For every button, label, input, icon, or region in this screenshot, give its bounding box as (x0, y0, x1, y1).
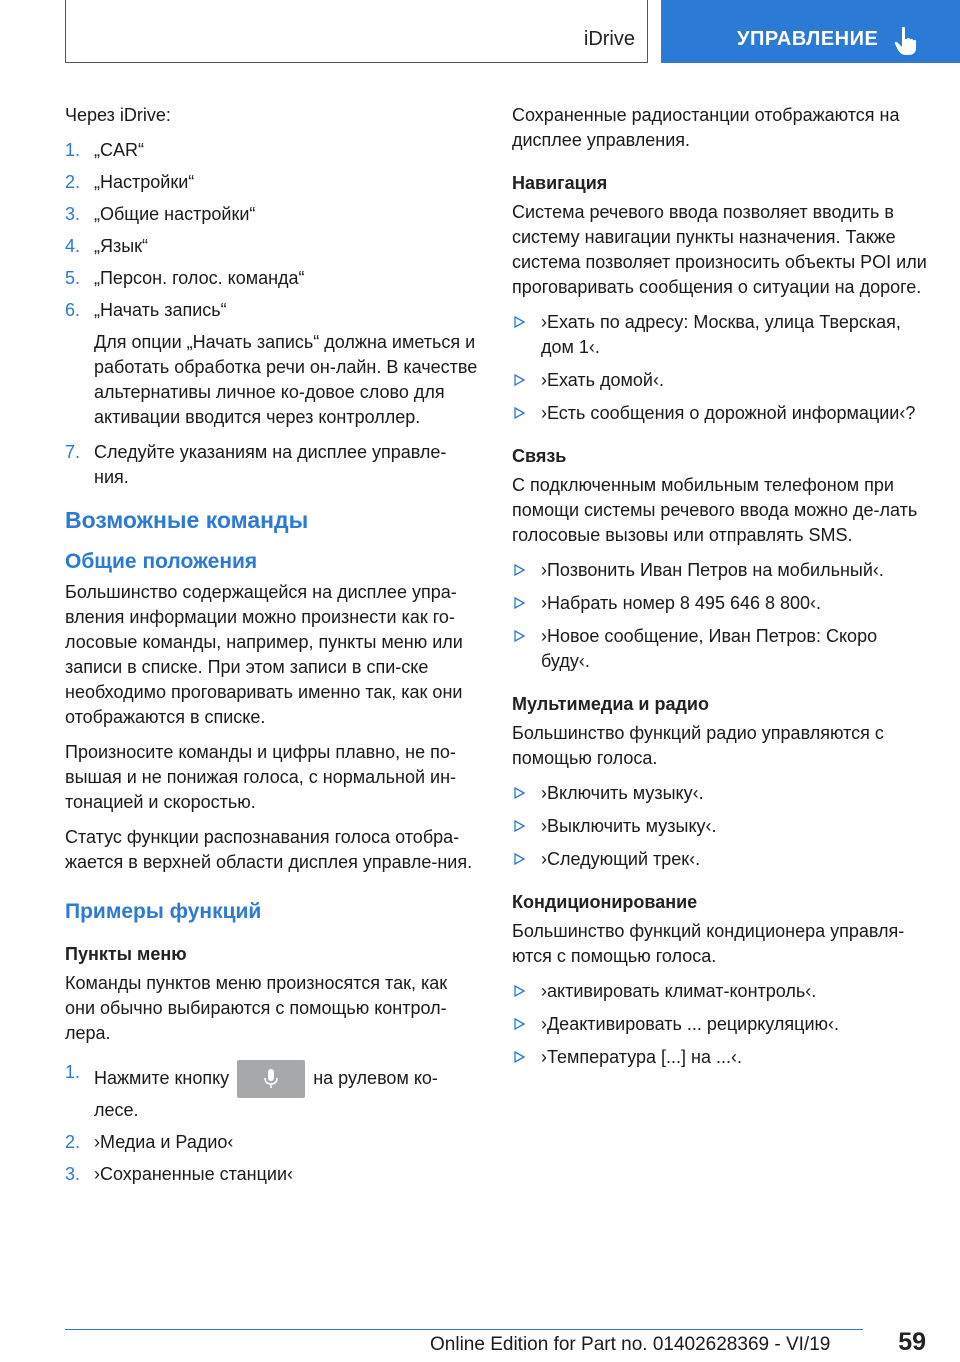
paragraph: Статус функции распознавания голоса отобра-жается в верхней области дисплея управле-ния. (65, 827, 473, 872)
command-text: ›Ехать домой‹. (541, 370, 664, 390)
step-number: 1. (65, 140, 81, 160)
header-section-box (65, 0, 648, 63)
command-text: ›Температура [...] на ...‹. (541, 1047, 742, 1067)
triangle-bullet-icon (514, 985, 525, 997)
triangle-bullet-icon (514, 374, 525, 386)
paragraph: Система речевого ввода позволяет вводить в систему навигации пункты назначения. Также система позволяет произносить объекты POI или проговаривать сообщения о ситуации на дороге. (512, 202, 927, 297)
list-item (512, 979, 927, 1004)
media-commands (512, 781, 927, 872)
list-item (65, 1130, 480, 1155)
step-text: „Настройки“ (94, 172, 195, 192)
microphone-icon (263, 1069, 279, 1089)
heading-examples: Примеры функций (65, 900, 262, 923)
triangle-bullet-icon (514, 853, 525, 865)
triangle-bullet-icon (514, 630, 525, 642)
paragraph: Произносите команды и цифры плавно, не по-вышая и не понижая голоса, с нормальной ин-тонацией и скоростью. (65, 742, 456, 812)
list-item (512, 781, 927, 806)
heading-menu-items: Пункты меню (65, 944, 187, 964)
triangle-bullet-icon (514, 407, 525, 419)
step-text: „Персон. голос. команда“ (94, 268, 305, 288)
list-item (65, 138, 480, 163)
left-column (65, 103, 480, 1194)
triangle-bullet-icon (514, 316, 525, 328)
heading-navigation: Навигация (512, 173, 608, 193)
triangle-bullet-icon (514, 1018, 525, 1030)
list-item (512, 558, 927, 583)
triangle-bullet-icon (514, 564, 525, 576)
list-item (65, 440, 480, 490)
list-item (512, 814, 927, 839)
voice-button (237, 1060, 305, 1098)
list-item (512, 1045, 927, 1070)
command-text: ›активировать климат-контроль‹. (541, 981, 817, 1001)
list-item (65, 170, 480, 195)
example-steps (65, 1060, 480, 1187)
paragraph: Большинство функций кондиционера управля-ются с помощью голоса. (512, 921, 905, 966)
climate-commands (512, 979, 927, 1070)
list-item (65, 1162, 480, 1187)
step-number: 2. (65, 172, 81, 192)
list-item (512, 847, 927, 872)
step-number: 3. (65, 204, 81, 224)
triangle-bullet-icon (514, 597, 525, 609)
command-text: ›Позвонить Иван Петров на мобильный‹. (541, 560, 884, 580)
command-text: ›Набрать номер 8 495 646 8 800‹. (541, 593, 822, 613)
heading-general: Общие положения (65, 550, 258, 573)
step6-note: Для опции „Начать запись“ должна иметься и работать обработка речи он-лайн. В качестве альтернативы личное ко-довое слово для активации вводится через контроллер. (94, 332, 478, 427)
list-item (512, 591, 927, 616)
step-text: ›Сохраненные станции‹ (94, 1164, 294, 1184)
communication-commands (512, 558, 927, 674)
step-number: 4. (65, 236, 81, 256)
step-text: „CAR“ (94, 140, 144, 160)
triangle-bullet-icon (514, 787, 525, 799)
command-text: ›Ехать по адресу: Москва, улица Тверская, дом 1‹. (541, 312, 901, 357)
step-text: „Общие настройки“ (94, 204, 256, 224)
step-text: Следуйте указаниям на дисплее управле-ния. (94, 442, 447, 487)
paragraph: С подключенным мобильным телефоном при помощи системы речевого ввода можно де-лать голосовые вызовы или отправлять SMS. (512, 475, 918, 545)
footer-edition: Online Edition for Part no. 01402628369 - VI/19 (430, 1334, 831, 1355)
command-text: ›Следующий трек‹. (541, 849, 701, 869)
list-item (65, 298, 480, 323)
heading-multimedia: Мультимедиа и радио (512, 694, 709, 714)
list-item (65, 234, 480, 259)
step-number: 2. (65, 1132, 81, 1152)
paragraph: Команды пунктов меню произносятся так, как они обычно выбираются с помощью контрол-лера. (65, 973, 448, 1043)
header-chapter-title: УПРАВЛЕНИЕ (737, 28, 879, 50)
command-text: ›Деактивировать ... рециркуляцию‹. (541, 1014, 840, 1034)
triangle-bullet-icon (514, 1051, 525, 1063)
list-item (512, 1012, 927, 1037)
heading-climate: Кондиционирование (512, 892, 698, 912)
step-text: ›Медиа и Радио‹ (94, 1132, 234, 1152)
step-number: 6. (65, 300, 81, 320)
paragraph: Сохраненные радиостанции отображаются на дисплее управления. (512, 105, 900, 150)
navigation-commands (512, 310, 927, 426)
heading-possible-commands: Возможные команды (65, 507, 309, 533)
footer-divider (65, 1329, 863, 1330)
right-column (512, 103, 927, 1078)
step-number: 3. (65, 1164, 81, 1184)
step-text: „Язык“ (94, 236, 149, 256)
settings-steps (65, 138, 480, 323)
step-number: 7. (65, 442, 81, 462)
heading-communication: Связь (512, 446, 567, 466)
step-text: „Начать запись“ (94, 300, 227, 320)
step-number: 1. (65, 1062, 81, 1082)
command-text: ›Есть сообщения о дорожной информации‹? (541, 403, 916, 423)
command-text: ›Включить музыку‹. (541, 783, 704, 803)
paragraph: Большинство функций радио управляются с помощью голоса. (512, 723, 884, 768)
list-item (512, 401, 927, 426)
hand-pointer-icon (893, 26, 919, 56)
triangle-bullet-icon (514, 820, 525, 832)
header-section-title: iDrive (583, 28, 635, 50)
list-item (65, 202, 480, 227)
step-number: 5. (65, 268, 81, 288)
command-text: ›Выключить музыку‹. (541, 816, 717, 836)
command-text: ›Новое сообщение, Иван Петров: Скоро буду‹. (541, 626, 878, 671)
list-item (65, 266, 480, 291)
step-text: на рулевом ко-лесе. (94, 1067, 438, 1120)
intro-text: Через iDrive: (65, 105, 171, 125)
list-item (512, 624, 927, 674)
page-number: 59 (898, 1328, 926, 1356)
list-item (512, 310, 927, 360)
list-item (65, 1060, 480, 1123)
header-chapter-tab (661, 0, 960, 63)
list-item (512, 368, 927, 393)
step-text: Нажмите кнопку (94, 1067, 230, 1088)
paragraph: Большинство содержащейся на дисплее упра-вления информации можно произнести как го-лосовые команды, например, пункты меню или записи в списке. При этом записи в спи-ске необходимо проговаривать именно так, как они отображаются в списке. (65, 582, 463, 727)
settings-step7 (65, 440, 480, 490)
